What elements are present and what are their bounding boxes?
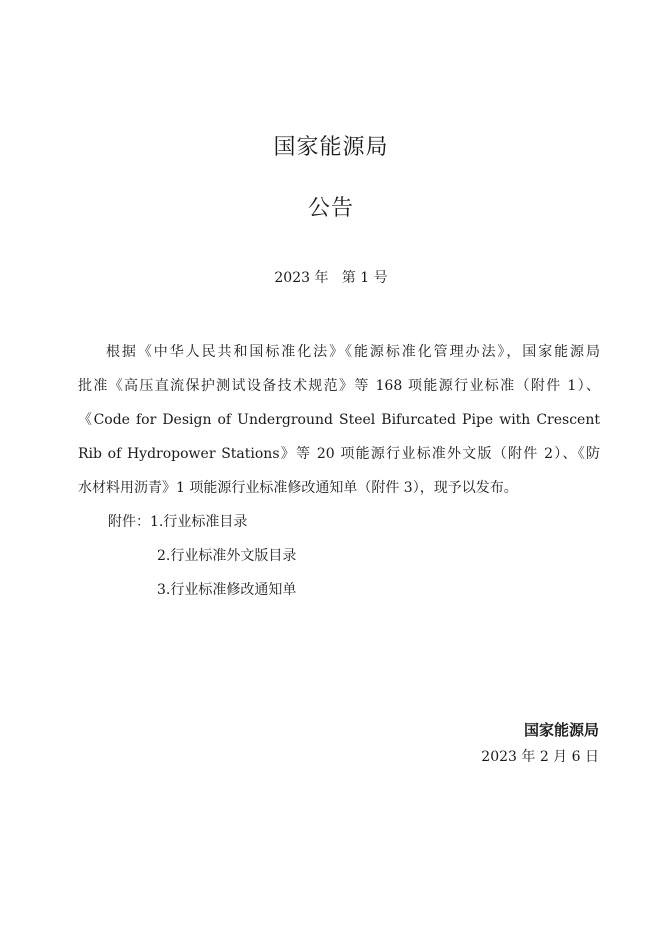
body-line: 批准《高压直流保护测试设备技术规范》等 168 项能源行业标准（附件 1）、 (78, 378, 600, 394)
body-line: 根据《中华人民共和国标准化法》《能源标准化管理办法》，国家能源局 (106, 344, 600, 360)
body-line: Rib of Hydropower Stations》等 20 项能源行业标准外文版（附件 2）、《防 (78, 446, 600, 462)
announcement-body (78, 335, 600, 505)
document-type: 公告 (307, 196, 354, 221)
signature-org: 国家能源局 (523, 721, 599, 739)
attachments-label: 附件： (108, 514, 150, 530)
attachment-title: 1.行业标准目录 (150, 514, 248, 530)
attachment-item (108, 505, 247, 539)
attachment-item (157, 539, 296, 573)
body-line: 水材料用沥青》1 项能源行业标准修改通知单（附件 3），现予以发布。 (78, 480, 518, 496)
attachments-list (108, 505, 247, 539)
attachment-title: 3.行业标准修改通知单 (157, 582, 297, 598)
attachments-list-cont (157, 539, 296, 607)
signature-date: 2023 年 2 月 6 日 (481, 749, 599, 765)
attachment-title: 2.行业标准外文版目录 (157, 548, 297, 564)
document-number: 2023 年 第 1 号 (274, 270, 388, 286)
body-line: 《Code for Design of Underground Steel Bifurcated Pipe with Crescent (78, 412, 600, 428)
attachment-item (157, 573, 296, 607)
issuer-title: 国家能源局 (273, 135, 389, 160)
